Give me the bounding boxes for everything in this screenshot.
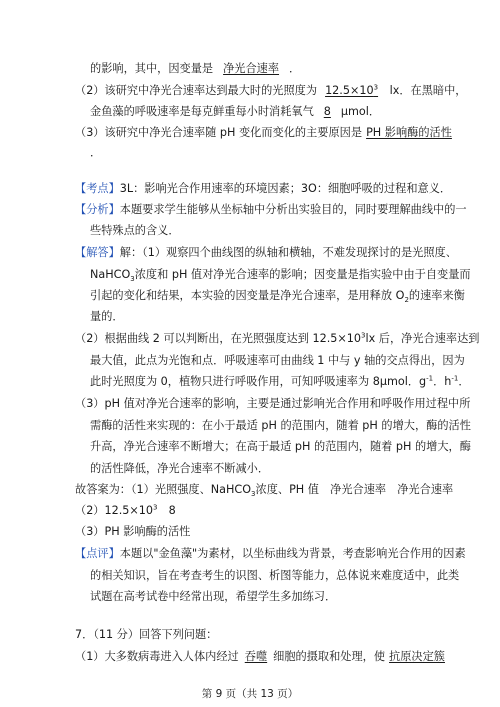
para3-line-2: 需酶的活性来实现的：在小于最适 pH 的范围内，随着 pH 的增大，酶的活性 — [90, 419, 471, 432]
answer-blank: 抗原决定簇 — [389, 650, 445, 663]
question-7-line-1: （1）大多数病毒进入人体内经过 吞噬 细胞的摄取和处理，使 抗原决定簇 — [75, 649, 449, 664]
para2-line-1: （2）根据曲线 2 可以判断出，在光照强度达到 $12.5\times 10^3lx$ 后，净光合速率达到 — [75, 331, 480, 345]
para3-line-1: （3）pH 值对净光合速率的影响，主要是通过影响光合作用和呼吸作用过程中所 — [75, 397, 471, 410]
answer-line-2: $(2)12.5\times 10^3$ 8 — [75, 503, 176, 517]
para2-line-3: 此时光照度为 0，植物只进行呼吸作用，可知呼吸速率为 8μmol．$g^{-1}$．$h^{-1}$． — [90, 374, 470, 388]
dianping-line-3: 试题在高考试卷中经常出现，希望学生多加练习． — [90, 590, 337, 603]
dianping-line: 【点评】本题以"金鱼藻"为素材，以坐标曲线为背景，考查影响光合作用的因素 — [75, 547, 466, 560]
fenxi-line-2: 些特殊点的含义． — [90, 224, 180, 237]
page-footer: 第 9 页（共 13 页） — [201, 688, 299, 700]
para2-line-2: 最大值，此点为光饱和点．呼吸速率可由曲线 1 中与 y 轴的交点得出，因为 — [90, 354, 465, 367]
jieda-line-3: 引起的变化和结果，本实验的因变量是净光合速率，是用释放 $O_2$的速率来衡 — [90, 289, 465, 305]
fenxi-line: 【分析】本题要求学生能够从坐标轴中分析出实验目的，同时要理解曲线中的一 — [75, 203, 467, 216]
answer-blank: 8 — [323, 105, 331, 118]
dianping-tag: 【点评】 — [75, 547, 120, 560]
line-1: 的影响，其中，因变量是 净光合速率 ． — [90, 62, 301, 75]
line-2: （2）该研究中净光合速率达到最大时的光照度为 $12.5\times 10^3$ lx．在黑暗中， — [75, 83, 467, 97]
jieda-line: 【解答】解：（1）观察四个曲线图的纵轴和横轴，不难发现探讨的是光照度、 — [75, 246, 457, 259]
jieda-line-4: 量的． — [90, 310, 124, 323]
answer-blank: 吞噬 — [244, 650, 268, 663]
answer-blank: $12.5\times 10^3$ — [325, 83, 379, 97]
dianping-line-2: 的相关知识，旨在考查考生的识图、析图等能力，总体说来难度适中，此类 — [90, 569, 460, 582]
para3-line-4: 的活性降低，净光合速率不断减小． — [90, 462, 270, 475]
para3-line-3: 升高，净光合速率不断增大；在高于最适 pH 的范围内，随着 pH 的增大，酶 — [90, 440, 471, 453]
line-4: （3）该研究中净光合速率随 pH 变化而变化的主要原因是 PH 影响酶的活性 — [75, 125, 456, 140]
line-5: ． — [90, 146, 102, 159]
answer-blank: 净光合速率 — [223, 62, 280, 75]
answer-line-1: 故答案为：（1）光照强度、NaHCO$_3$浓度、PH 值 净光合速率 净光合速率 — [75, 483, 454, 499]
line-3: 金鱼藻的呼吸速率是每克鲜重每小时消耗氧气 8 μmol． — [90, 105, 381, 118]
answer-blank: PH 影响酶的活性 — [366, 126, 452, 139]
kaodian-tag: 【考点】 — [75, 182, 120, 195]
kaodian-line: 【考点】3L：影响光合作用速率的环境因素；3O：细胞呼吸的过程和意义． — [75, 182, 452, 195]
jieda-tag: 【解答】 — [75, 246, 120, 259]
fenxi-tag: 【分析】 — [75, 203, 120, 216]
answer-line-3: （3）PH 影响酶的活性 — [75, 525, 191, 538]
jieda-line-2: NaHCO$_3$浓度和 pH 值对净光合速率的影响；因变量是指实验中由于自变量而 — [90, 268, 471, 284]
question-7-heading: 7．（11 分）回答下列问题： — [75, 628, 218, 641]
